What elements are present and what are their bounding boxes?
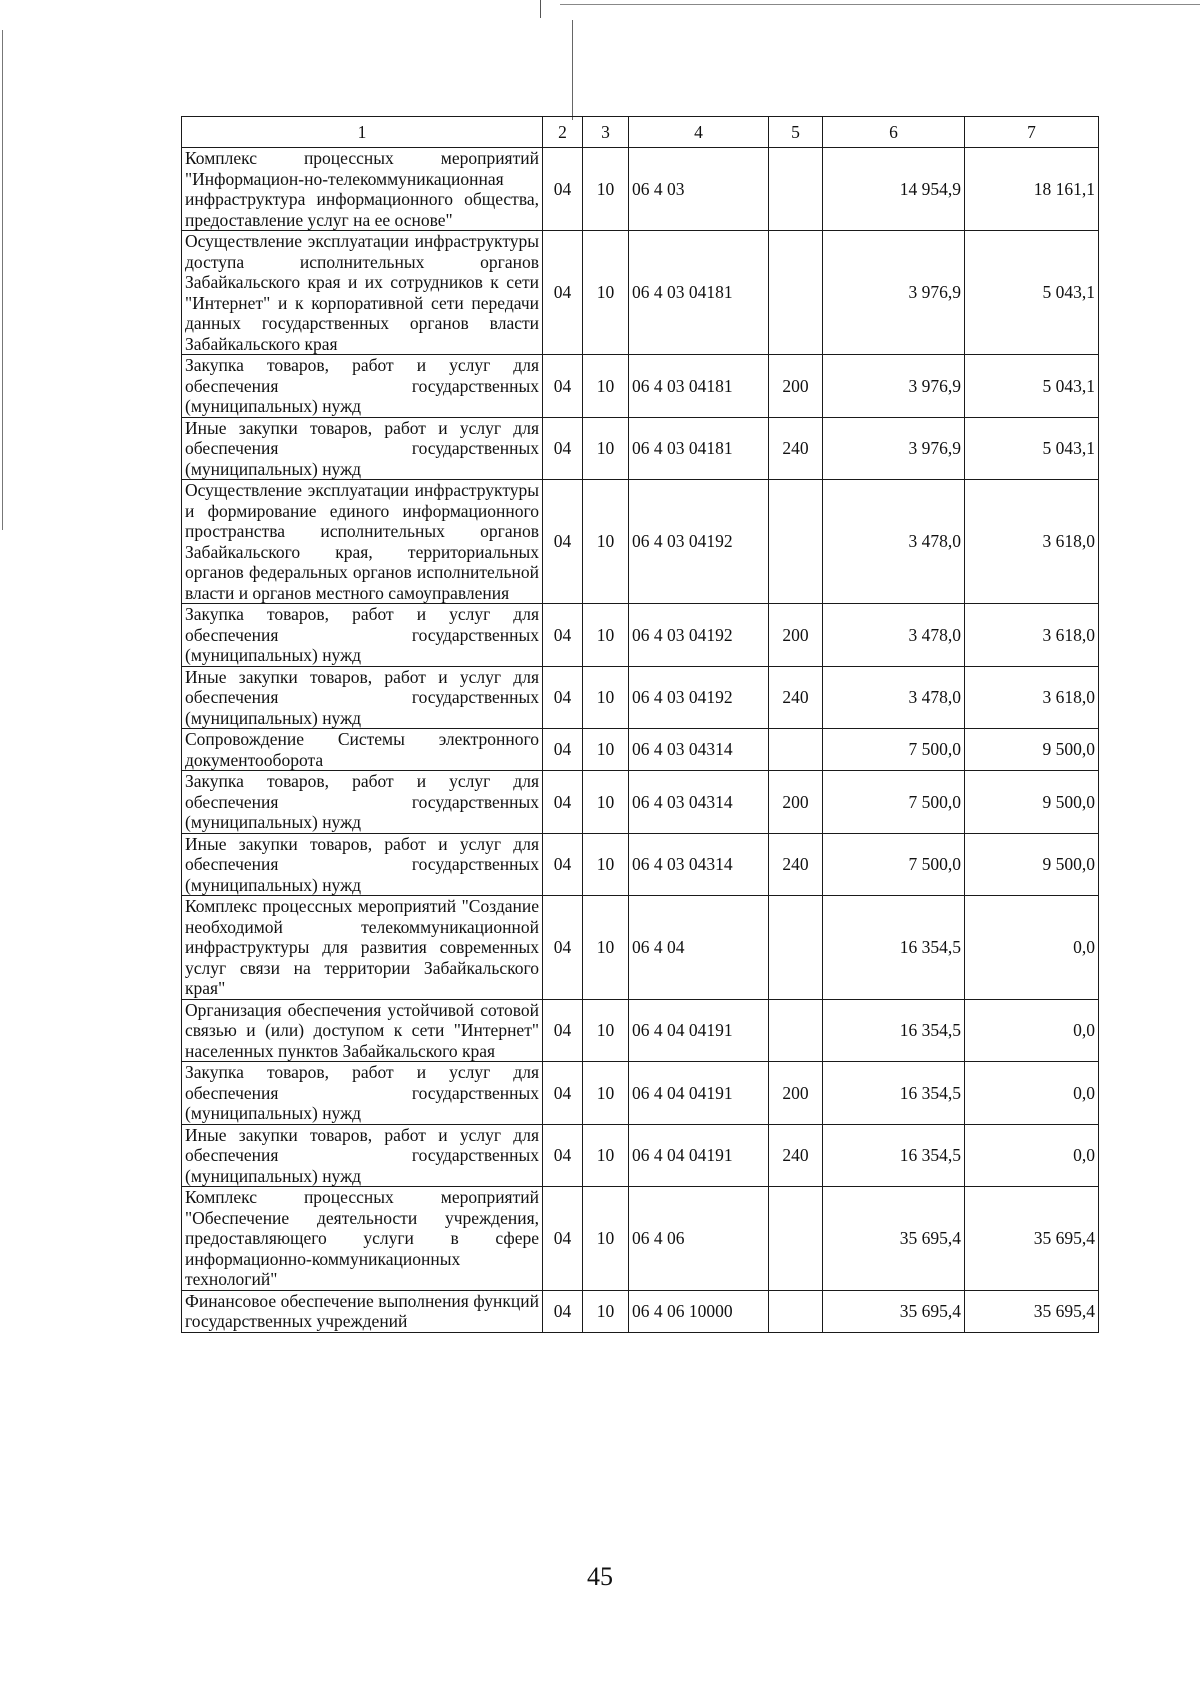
target-article-cell: 06 4 03: [629, 148, 769, 231]
header-cell: 4: [629, 117, 769, 148]
amount-year2-cell: 0,0: [965, 1062, 1099, 1125]
expense-type-cell: [769, 729, 823, 771]
table-row: [182, 666, 1099, 729]
row-name-cell: Иные закупки товаров, работ и услуг для обеспечения государственных (муниципальных) нужд: [182, 1124, 543, 1187]
row-name-cell: Комплекс процессных мероприятий "Информацион-но-телекоммуникационная инфраструктура информационного общества, предоставление услуг на ее основе": [182, 148, 543, 231]
page-number: 45: [587, 1562, 613, 1591]
amount-year1-cell: 3 478,0: [823, 666, 965, 729]
section-code-cell: 04: [543, 729, 583, 771]
table-row: [182, 896, 1099, 1000]
table-row: [182, 1187, 1099, 1291]
row-name-cell: Закупка товаров, работ и услуг для обеспечения государственных (муниципальных) нужд: [182, 355, 543, 418]
amount-year1-cell: 35 695,4: [823, 1187, 965, 1291]
section-code-cell: 04: [543, 1062, 583, 1125]
expense-type-cell: [769, 231, 823, 355]
subsection-code-cell: 10: [583, 1290, 629, 1332]
amount-year2-cell: 35 695,4: [965, 1290, 1099, 1332]
subsection-code-cell: 10: [583, 729, 629, 771]
amount-year1-cell: 7 500,0: [823, 771, 965, 834]
row-name-cell: Иные закупки товаров, работ и услуг для обеспечения государственных (муниципальных) нужд: [182, 417, 543, 480]
table-row: [182, 604, 1099, 667]
row-name-cell: Комплекс процессных мероприятий "Обеспечение деятельности учреждения, предоставляющего услуги в сфере информационно-коммуникационных технологий": [182, 1187, 543, 1291]
amount-year2-cell: 5 043,1: [965, 355, 1099, 418]
subsection-code-cell: 10: [583, 833, 629, 896]
row-name-cell: Финансовое обеспечение выполнения функций государственных учреждений: [182, 1290, 543, 1332]
section-code-cell: 04: [543, 1187, 583, 1291]
expense-type-cell: [769, 480, 823, 604]
expense-type-cell: 240: [769, 417, 823, 480]
subsection-code-cell: 10: [583, 480, 629, 604]
header-cell: 2: [543, 117, 583, 148]
subsection-code-cell: 10: [583, 604, 629, 667]
header-cell: 6: [823, 117, 965, 148]
subsection-code-cell: 10: [583, 896, 629, 1000]
table-row: [182, 771, 1099, 834]
section-code-cell: 04: [543, 148, 583, 231]
scan-artifact-line: [572, 20, 573, 120]
target-article-cell: 06 4 03 04192: [629, 480, 769, 604]
table-row: [182, 1062, 1099, 1125]
amount-year2-cell: 0,0: [965, 896, 1099, 1000]
amount-year1-cell: 14 954,9: [823, 148, 965, 231]
row-name-cell: Комплекс процессных мероприятий "Создание необходимой телекоммуникационной инфраструктуры для развития современных услуг связи на территории Забайкальского края": [182, 896, 543, 1000]
header-row: [182, 117, 1099, 148]
expense-type-cell: 200: [769, 1062, 823, 1125]
amount-year2-cell: 9 500,0: [965, 833, 1099, 896]
subsection-code-cell: 10: [583, 231, 629, 355]
row-name-cell: Закупка товаров, работ и услуг для обеспечения государственных (муниципальных) нужд: [182, 771, 543, 834]
row-name-cell: Организация обеспечения устойчивой сотовой связью и (или) доступом к сети "Интернет" населенных пунктов Забайкальского края: [182, 999, 543, 1062]
row-name-cell: Осуществление эксплуатации инфраструктуры доступа исполнительных органов Забайкальского края и их сотрудников к сети "Интернет" и к корпоративной сети передачи данных государственных органов власти Забайкальского края: [182, 231, 543, 355]
expense-type-cell: [769, 1290, 823, 1332]
table-row: [182, 231, 1099, 355]
target-article-cell: 06 4 04: [629, 896, 769, 1000]
target-article-cell: 06 4 03 04181: [629, 231, 769, 355]
table-row: [182, 833, 1099, 896]
subsection-code-cell: 10: [583, 417, 629, 480]
expense-type-cell: 200: [769, 355, 823, 418]
section-code-cell: 04: [543, 771, 583, 834]
target-article-cell: 06 4 04 04191: [629, 999, 769, 1062]
table-row: [182, 729, 1099, 771]
scan-artifact-line: [540, 0, 541, 18]
header-cell: 5: [769, 117, 823, 148]
target-article-cell: 06 4 03 04181: [629, 355, 769, 418]
amount-year2-cell: 35 695,4: [965, 1187, 1099, 1291]
table-row: [182, 148, 1099, 231]
expense-type-cell: [769, 999, 823, 1062]
expense-type-cell: [769, 1187, 823, 1291]
expense-type-cell: [769, 148, 823, 231]
amount-year1-cell: 35 695,4: [823, 1290, 965, 1332]
section-code-cell: 04: [543, 417, 583, 480]
header-cell: 1: [182, 117, 543, 148]
amount-year2-cell: 18 161,1: [965, 148, 1099, 231]
row-name-cell: Сопровождение Системы электронного документооборота: [182, 729, 543, 771]
expense-type-cell: [769, 896, 823, 1000]
scan-artifact-line: [2, 30, 3, 530]
expense-type-cell: 240: [769, 1124, 823, 1187]
subsection-code-cell: 10: [583, 1124, 629, 1187]
target-article-cell: 06 4 04 04191: [629, 1062, 769, 1125]
scan-artifact-line: [560, 4, 1200, 5]
subsection-code-cell: 10: [583, 999, 629, 1062]
table-row: [182, 480, 1099, 604]
table-row: [182, 1290, 1099, 1332]
header-cell: 7: [965, 117, 1099, 148]
target-article-cell: 06 4 06: [629, 1187, 769, 1291]
target-article-cell: 06 4 06 10000: [629, 1290, 769, 1332]
target-article-cell: 06 4 03 04314: [629, 771, 769, 834]
header-cell: 3: [583, 117, 629, 148]
section-code-cell: 04: [543, 355, 583, 418]
row-name-cell: Иные закупки товаров, работ и услуг для обеспечения государственных (муниципальных) нужд: [182, 833, 543, 896]
amount-year1-cell: 7 500,0: [823, 729, 965, 771]
section-code-cell: 04: [543, 604, 583, 667]
section-code-cell: 04: [543, 999, 583, 1062]
target-article-cell: 06 4 03 04192: [629, 604, 769, 667]
amount-year2-cell: 3 618,0: [965, 480, 1099, 604]
amount-year1-cell: 16 354,5: [823, 1124, 965, 1187]
section-code-cell: 04: [543, 231, 583, 355]
amount-year2-cell: 0,0: [965, 999, 1099, 1062]
row-name-cell: Иные закупки товаров, работ и услуг для обеспечения государственных (муниципальных) нужд: [182, 666, 543, 729]
expense-type-cell: 240: [769, 833, 823, 896]
row-name-cell: Закупка товаров, работ и услуг для обеспечения государственных (муниципальных) нужд: [182, 604, 543, 667]
table-row: [182, 999, 1099, 1062]
section-code-cell: 04: [543, 1290, 583, 1332]
row-name-cell: Закупка товаров, работ и услуг для обеспечения государственных (муниципальных) нужд: [182, 1062, 543, 1125]
section-code-cell: 04: [543, 833, 583, 896]
subsection-code-cell: 10: [583, 771, 629, 834]
table-row: [182, 1124, 1099, 1187]
amount-year1-cell: 3 976,9: [823, 355, 965, 418]
section-code-cell: 04: [543, 1124, 583, 1187]
expense-type-cell: 200: [769, 771, 823, 834]
amount-year1-cell: 3 478,0: [823, 604, 965, 667]
table-row: [182, 355, 1099, 418]
amount-year1-cell: 3 976,9: [823, 231, 965, 355]
amount-year2-cell: 9 500,0: [965, 771, 1099, 834]
section-code-cell: 04: [543, 480, 583, 604]
amount-year2-cell: 5 043,1: [965, 231, 1099, 355]
amount-year1-cell: 3 478,0: [823, 480, 965, 604]
target-article-cell: 06 4 03 04314: [629, 729, 769, 771]
row-name-cell: Осуществление эксплуатации инфраструктуры и формирование единого информационного пространства исполнительных органов Забайкальского края, территориальных органов федеральных органов исполнительной власти и органов местного самоуправления: [182, 480, 543, 604]
amount-year1-cell: 16 354,5: [823, 1062, 965, 1125]
target-article-cell: 06 4 03 04192: [629, 666, 769, 729]
subsection-code-cell: 10: [583, 355, 629, 418]
amount-year2-cell: 0,0: [965, 1124, 1099, 1187]
amount-year1-cell: 16 354,5: [823, 999, 965, 1062]
amount-year2-cell: 5 043,1: [965, 417, 1099, 480]
target-article-cell: 06 4 04 04191: [629, 1124, 769, 1187]
amount-year2-cell: 3 618,0: [965, 604, 1099, 667]
amount-year1-cell: 3 976,9: [823, 417, 965, 480]
subsection-code-cell: 10: [583, 666, 629, 729]
expense-type-cell: 200: [769, 604, 823, 667]
subsection-code-cell: 10: [583, 1062, 629, 1125]
subsection-code-cell: 10: [583, 1187, 629, 1291]
table-body: [182, 148, 1099, 1333]
target-article-cell: 06 4 03 04314: [629, 833, 769, 896]
section-code-cell: 04: [543, 896, 583, 1000]
subsection-code-cell: 10: [583, 148, 629, 231]
section-code-cell: 04: [543, 666, 583, 729]
amount-year2-cell: 3 618,0: [965, 666, 1099, 729]
budget-table: [181, 116, 1099, 1333]
expense-type-cell: 240: [769, 666, 823, 729]
table-row: [182, 417, 1099, 480]
target-article-cell: 06 4 03 04181: [629, 417, 769, 480]
amount-year1-cell: 7 500,0: [823, 833, 965, 896]
amount-year1-cell: 16 354,5: [823, 896, 965, 1000]
amount-year2-cell: 9 500,0: [965, 729, 1099, 771]
